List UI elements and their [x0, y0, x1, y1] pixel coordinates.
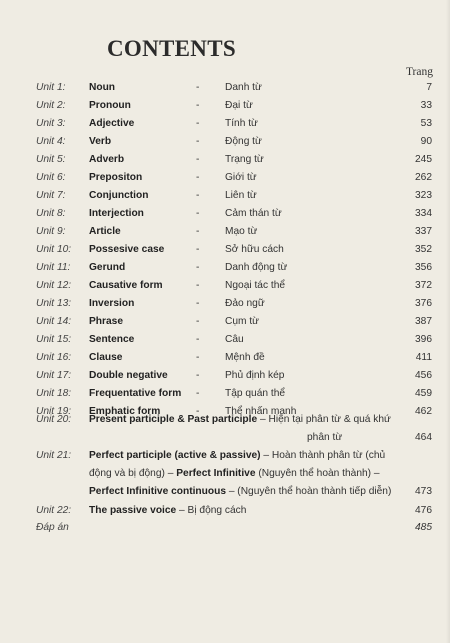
english-term: Pronoun — [89, 100, 131, 111]
toc-entry[interactable] — [0, 152, 450, 168]
entry-text — [89, 412, 391, 428]
toc-entry[interactable] — [0, 170, 450, 186]
vietnamese-term: Cảm thán từ — [225, 208, 282, 219]
separator-dash: - — [196, 262, 200, 273]
english-term: Interjection — [89, 208, 144, 219]
vietnamese-term: Tập quán thể — [225, 388, 286, 399]
page-number: 7 — [426, 82, 432, 93]
english-term: Verb — [89, 136, 112, 147]
vietnamese-term-cont: phân từ — [307, 432, 343, 443]
toc-entry[interactable] — [0, 368, 450, 384]
page-number: 33 — [420, 100, 432, 111]
page-number: 459 — [415, 388, 432, 399]
entry-text-line-1 — [89, 448, 385, 464]
unit-label: Unit 22: — [36, 505, 72, 516]
entry-text — [89, 503, 246, 519]
entry-text-line-2 — [89, 466, 380, 482]
page-number: 476 — [415, 505, 432, 516]
toc-entry[interactable] — [0, 296, 450, 312]
english-term: Possesive case — [89, 244, 165, 255]
vietnamese-term: Ngoại tác thể — [225, 280, 286, 291]
english-term: Prepositon — [89, 172, 143, 183]
english-term: Article — [89, 226, 121, 237]
page-number: 262 — [415, 172, 432, 183]
answer-label: Đáp án — [36, 522, 69, 533]
toc-entry[interactable] — [0, 242, 450, 258]
page-title: CONTENTS — [107, 36, 236, 61]
page-number: 337 — [415, 226, 432, 237]
vietnamese-term: Phủ định kép — [225, 370, 285, 381]
toc-entry[interactable] — [0, 134, 450, 150]
vietnamese-term: Giới từ — [225, 172, 257, 183]
english-term: Perfect Infinitive continuous — [89, 486, 226, 497]
english-term: Double negative — [89, 370, 168, 381]
vietnamese-term: Đảo ngữ — [225, 298, 265, 309]
vietnamese-term: Liên từ — [225, 190, 257, 201]
separator-dash: - — [196, 100, 200, 111]
toc-entry-unit-21[interactable] — [0, 448, 450, 464]
toc-entry-unit-20-cont — [0, 430, 450, 446]
separator-dash: - — [196, 208, 200, 219]
vietnamese-term: Cụm từ — [225, 316, 259, 327]
english-term: Noun — [89, 82, 116, 93]
page-number: 53 — [420, 118, 432, 129]
vietnamese-term: Mệnh đề — [225, 352, 265, 363]
page-number: 464 — [415, 432, 432, 443]
vietnamese-term: Tính từ — [225, 118, 258, 129]
toc-entry[interactable] — [0, 386, 450, 402]
toc-entry[interactable] — [0, 80, 450, 96]
unit-label: Unit 5: — [36, 154, 66, 165]
page-number: 376 — [415, 298, 432, 309]
page-number: 473 — [415, 486, 432, 497]
separator-dash: - — [196, 136, 200, 147]
english-term: Frequentative form — [89, 388, 182, 399]
page-number: 485 — [415, 522, 432, 533]
unit-label: Unit 1: — [36, 82, 66, 93]
separator-dash: - — [196, 190, 200, 201]
vietnamese-term: Trạng từ — [225, 154, 264, 165]
separator-dash: - — [196, 406, 200, 417]
separator-dash: - — [196, 352, 200, 363]
english-term: Perfect participle (active & passive) — [89, 450, 261, 461]
page-number: 462 — [415, 406, 432, 417]
toc-entry[interactable] — [0, 224, 450, 240]
separator-dash: - — [196, 172, 200, 183]
unit-label: Unit 18: — [36, 388, 72, 399]
separator-dash: - — [196, 154, 200, 165]
unit-label: Unit 20: — [36, 414, 72, 425]
vietnamese-term: Câu — [225, 334, 244, 345]
separator-dash: - — [196, 316, 200, 327]
page-number: 334 — [415, 208, 432, 219]
english-term: Gerund — [89, 262, 126, 273]
unit-label: Unit 6: — [36, 172, 66, 183]
page-number: 396 — [415, 334, 432, 345]
toc-entry[interactable] — [0, 260, 450, 276]
page-number: 352 — [415, 244, 432, 255]
unit-label: Unit 15: — [36, 334, 72, 345]
english-term: Adjective — [89, 118, 135, 129]
page-column-label: Trang — [405, 66, 433, 78]
vietnamese-term: – (Nguyên thể hoàn thành tiếp diễn) — [225, 486, 392, 497]
english-term: Conjunction — [89, 190, 149, 201]
toc-entry-unit-20[interactable] — [0, 412, 450, 428]
toc-entry[interactable] — [0, 206, 450, 222]
unit-label: Unit 2: — [36, 100, 66, 111]
unit-label: Unit 11: — [36, 262, 71, 273]
unit-label: Unit 4: — [36, 136, 66, 147]
english-term: Perfect Infinitive — [176, 468, 256, 479]
unit-label: Unit 13: — [36, 298, 72, 309]
unit-label: Unit 19: — [36, 406, 72, 417]
toc-entry-unit-21-cont2 — [0, 484, 450, 500]
toc-entry[interactable] — [0, 350, 450, 366]
vietnamese-term: động và bị động) – — [89, 468, 177, 479]
toc-entry[interactable] — [0, 188, 450, 204]
english-term: Adverb — [89, 154, 125, 165]
unit-label: Unit 12: — [36, 280, 72, 291]
separator-dash: - — [196, 280, 200, 291]
toc-entry[interactable] — [0, 332, 450, 348]
vietnamese-term: Sở hữu cách — [225, 244, 284, 255]
unit-label: Unit 21: — [36, 450, 72, 461]
separator-dash: - — [196, 82, 200, 93]
toc-entry[interactable] — [0, 278, 450, 294]
vietnamese-term: – Hoàn thành phân từ (chủ — [260, 450, 386, 461]
english-term: The passive voice — [89, 505, 177, 516]
unit-label: Unit 7: — [36, 190, 66, 201]
toc-entry[interactable] — [0, 98, 450, 114]
unit-label: Unit 14: — [36, 316, 72, 327]
vietnamese-term: Danh động từ — [225, 262, 288, 273]
page-number: 456 — [415, 370, 432, 381]
english-term: Causative form — [89, 280, 163, 291]
toc-entry-unit-22[interactable] — [0, 503, 450, 519]
page-number: 387 — [415, 316, 432, 327]
toc-entry[interactable] — [0, 314, 450, 330]
page-number: 372 — [415, 280, 432, 291]
english-term: Clause — [89, 352, 123, 363]
english-term: Present participle & Past participle — [89, 414, 258, 425]
unit-label: Unit 10: — [36, 244, 72, 255]
vietnamese-term: Đại từ — [225, 100, 253, 111]
unit-label: Unit 16: — [36, 352, 72, 363]
unit-label: Unit 17: — [36, 370, 72, 381]
vietnamese-term: – Hiện tại phân từ & quá khứ — [257, 414, 391, 425]
separator-dash: - — [196, 244, 200, 255]
unit-label: Unit 8: — [36, 208, 66, 219]
english-term: Emphatic form — [89, 406, 161, 417]
entry-text-line-3 — [89, 484, 391, 500]
page-number: 245 — [415, 154, 432, 165]
english-term: Inversion — [89, 298, 135, 309]
toc-entry[interactable] — [0, 116, 450, 132]
vietnamese-term: Danh từ — [225, 82, 262, 93]
english-term: Sentence — [89, 334, 135, 345]
vietnamese-term: Mạo từ — [225, 226, 258, 237]
separator-dash: - — [196, 118, 200, 129]
page-number: 356 — [415, 262, 432, 273]
page-number: 90 — [420, 136, 432, 147]
toc-entry-unit-21-cont — [0, 466, 450, 482]
unit-label: Unit 9: — [36, 226, 66, 237]
vietnamese-term: (Nguyên thể hoàn thành) – — [255, 468, 380, 479]
separator-dash: - — [196, 388, 200, 399]
separator-dash: - — [196, 334, 200, 345]
vietnamese-term: – Bị động cách — [176, 505, 247, 516]
separator-dash: - — [196, 370, 200, 381]
toc-entry-answers[interactable] — [0, 520, 450, 536]
vietnamese-term: Động từ — [225, 136, 262, 147]
separator-dash: - — [196, 226, 200, 237]
unit-label: Unit 3: — [36, 118, 66, 129]
page-number: 323 — [415, 190, 432, 201]
page-number: 411 — [415, 352, 432, 363]
english-term: Phrase — [89, 316, 123, 327]
vietnamese-term: Thể nhấn mạnh — [225, 406, 297, 417]
separator-dash: - — [196, 298, 200, 309]
